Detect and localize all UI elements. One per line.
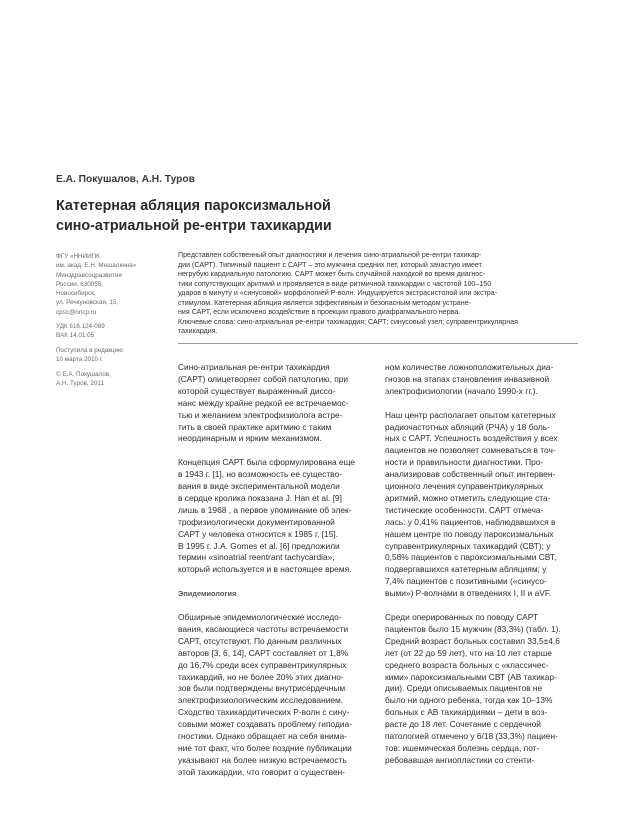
text-line: расте до 18 лет. Сочетание с сердечной	[385, 719, 541, 730]
text-line: 7,4% пациентов с позитивными («синусо-	[385, 576, 547, 587]
text-line: совыми может создавать проблему гиподиа-	[178, 719, 352, 730]
text-line: ном количестве ложноположительных диа-	[385, 362, 554, 372]
text-line: ных с САРТ. Успешность воздействия у всех	[385, 433, 558, 444]
text-line: тов: ишемическая болезнь сердца, пот-	[385, 742, 540, 753]
text-line: лась: у 0,41% пациентов, наблюдавшихся в	[385, 516, 556, 527]
body-left-column	[178, 362, 374, 791]
affiliation-line: им. акад. Е.Н. Мешалкина»	[56, 262, 137, 270]
text-line: этой тахикардии, что говорит о существен-	[178, 766, 346, 777]
center-experience-paragraph	[385, 410, 581, 601]
patients-paragraph	[385, 612, 581, 767]
text-line: лет (от 22 до 59 лет), что на 10 лет старше	[385, 647, 552, 658]
text-line: вания, касающиеся частоты встречаемости	[178, 623, 349, 634]
text-line: тью и желанием электрофизиолога встре-	[178, 409, 343, 420]
text-line: ребовавшая ангиопластики со стенти-	[385, 754, 535, 765]
affiliation-line: Минздравсоцразвития	[56, 271, 122, 279]
text-line: было ни одного ребенка, тогда как 10–13%	[385, 695, 553, 706]
text-line: пациентов было 15 мужчин (83,3%) (табл. 1).	[385, 623, 561, 634]
udc-codes	[56, 322, 166, 341]
text-line: больных с АВ тахикардиями – дети в воз-	[385, 707, 548, 718]
text-line: ционного лечения суправентрикулярных	[385, 481, 544, 492]
article-title-line: сино-атриальной ре-ентри тахикардии	[56, 218, 332, 234]
text-line: Сино-атриальная ре-ентри тахикардия	[178, 362, 330, 372]
abstract-line: ния САРТ, если исключено воздействие в проекции правого диафрагмального нерва.	[178, 308, 461, 316]
text-line: которой существует выраженный диссо-	[178, 385, 336, 396]
abstract-line: ударов в минуту и «синусовой» морфологией Р-волн. Индуцируется экстрасистолой или экстра-	[178, 289, 498, 297]
article-title-line: Катетерная абляция пароксизмальной	[56, 198, 331, 214]
abstract	[178, 251, 578, 337]
abstract-line: стимулом. Катетерная абляция является эффективным и безопасным методом устране-	[178, 298, 471, 307]
text-line: дии). Среди описываемых пациентов не	[385, 683, 543, 694]
keywords-line: Ключевые слова: сино-атриальная ре-ентри тахикардия; САРТ; синусовый узел; суправентрикулярная	[178, 317, 518, 326]
text-line: неординарным и ярким механизмом.	[178, 433, 322, 444]
text-line: САРТ, отсутствуют. По данным различных	[178, 635, 342, 646]
text-line: указывают на более низкую встречаемость	[178, 754, 347, 765]
udc-line: ВАК 14.01.05	[56, 332, 95, 340]
author-affiliation	[56, 252, 166, 317]
text-line: тистические особенности. САРТ отмеча-	[385, 504, 544, 515]
text-line: тахикардий, но не более 20% этих диагно-	[178, 671, 344, 682]
keywords-line: тахикардия.	[178, 327, 218, 335]
affiliation-line: России, 630055,	[56, 280, 104, 288]
text-line: выми») Р-волнами в отведениях I, II и aVF.	[385, 588, 552, 599]
text-line: гностики. Однако обращает на себя внима-	[178, 731, 347, 742]
text-line: пациентов не позволяет сомневаться в точ-	[385, 445, 556, 456]
text-line: который используется и в настоящее время.	[178, 564, 352, 575]
text-line: Среди оперированных по поводу САРТ	[385, 612, 539, 622]
text-line: тить в своей практике аритмию с таким	[178, 421, 332, 432]
text-line: до 16,7% среди всех суправентрикулярных	[178, 659, 347, 670]
received-line: 10 марта 2010 г.	[56, 356, 104, 364]
text-line: суправентрикулярных тахикардий (СВТ); у	[385, 540, 551, 551]
copyright-line: А.Н. Туров, 2011	[56, 380, 104, 388]
text-line: аритмий, можно отметить следующие ста-	[385, 492, 551, 503]
text-line: анализировав собственный опыт интервен-	[385, 469, 556, 480]
text-line: ности и правильности диагностики. Про-	[385, 457, 544, 468]
text-line: кими» пароксизмальными СВТ (АВ тахикар-	[385, 671, 557, 682]
text-line: Концепция САРТ была сформулирована еще	[178, 457, 356, 468]
text-line: трофизиологически документированной	[178, 516, 335, 527]
affiliation-email: cpsc@nricp.ru	[56, 308, 97, 316]
text-line: радиочастотных абляций (РЧА) у 18 боль-	[385, 421, 550, 432]
text-line: САРТ у человека относится к 1985 г. [15].	[178, 528, 339, 539]
body-right-column	[385, 362, 581, 779]
abstract-divider	[178, 343, 578, 344]
abstract-line: дии (САРТ). Типичный пациент с САРТ – это мужчина средних лет, который зачастую имеет	[178, 260, 482, 269]
text-line: электрофизиологии (начало 1990-х гг.).	[385, 385, 538, 396]
affiliation-line: Новосибирск,	[56, 290, 96, 298]
copyright	[56, 370, 166, 389]
history-paragraph	[178, 457, 374, 576]
text-line: Наш центр располагает опытом катетерных	[385, 409, 556, 420]
copyright-line: © Е.А. Покушалов,	[56, 371, 111, 378]
text-line: ние тот факт, что более поздние публикации	[178, 742, 352, 753]
text-line: подвергавшихся катетерным абляциям; у	[385, 564, 547, 575]
section-heading-epidemiology	[178, 588, 374, 600]
abstract-line: негрубую кардиальную патологию. САРТ может быть случайной находкой во время диагнос-	[178, 270, 486, 278]
text-line: 0,58% пациентов с пароксизмальными СВТ,	[385, 552, 557, 563]
continuation-paragraph	[385, 362, 581, 398]
text-line: электрофизиологическим исследованием.	[178, 695, 344, 706]
intro-paragraph	[178, 362, 374, 445]
epidemiology-paragraph	[178, 612, 374, 779]
heading-text: Эпидемиология	[178, 589, 237, 599]
affiliation-line: ул. Речкуновская, 15,	[56, 299, 119, 307]
udc-line: УДК 616.124-089	[56, 323, 105, 330]
text-line: Обширные эпидемиологические исследо-	[178, 611, 342, 622]
text-line: В 1995 г. J.A. Gomes et al. [6] предложили	[178, 540, 340, 551]
received-date	[56, 346, 166, 365]
text-line: Сходство тахикардитических Р-волн с сину-	[178, 707, 350, 718]
text-line: (САРТ) олицетворяет собой патологию, при	[178, 373, 349, 384]
text-line: нашем центре по поводу пароксизмальных	[385, 528, 554, 539]
text-line: авторов [3, 6, 14], САРТ составляет от 1,8%	[178, 647, 349, 658]
abstract-line: тики сопутствующих аритмий и проявляется в виде ритмичной тахикардии с частотой 100–150	[178, 279, 492, 288]
text-line: лишь в 1968 , а первое упоминание об элек-	[178, 504, 352, 515]
text-line: в 1943 г. [1], но возможность ее существо-	[178, 469, 342, 480]
text-line: зов были подтверждены внутрисердечным	[178, 683, 346, 694]
text-line: термин «sinoatrial reentrant tachycardia»,	[178, 552, 335, 563]
article-title	[56, 196, 576, 236]
affiliation-line: ФГУ «ННИИПК	[56, 253, 100, 260]
text-line: патологией отмечено у 6/18 (33,3%) пациен-	[385, 731, 558, 742]
text-line: нанс между крайне редкой ее встречаемос-	[178, 397, 349, 408]
text-line: среднего возраста больных с «классичес-	[385, 659, 549, 670]
text-line: Средний возраст больных составил 33,5±4,6	[385, 635, 560, 646]
text-line: вания в виде экспериментальной модели	[178, 481, 340, 492]
text-line: гнозов на этапах становления инвазивной	[385, 373, 550, 384]
abstract-line: Представлен собственный опыт диагностики и лечения сино-атриальной ре-ентри тахикар-	[178, 251, 482, 259]
text-line: в сердце кролика показана J. Han et al. [9]	[178, 492, 342, 503]
article-authors: Е.А. Покушалов, А.Н. Туров	[56, 174, 195, 185]
received-line: Поступила в редакцию	[56, 347, 123, 354]
